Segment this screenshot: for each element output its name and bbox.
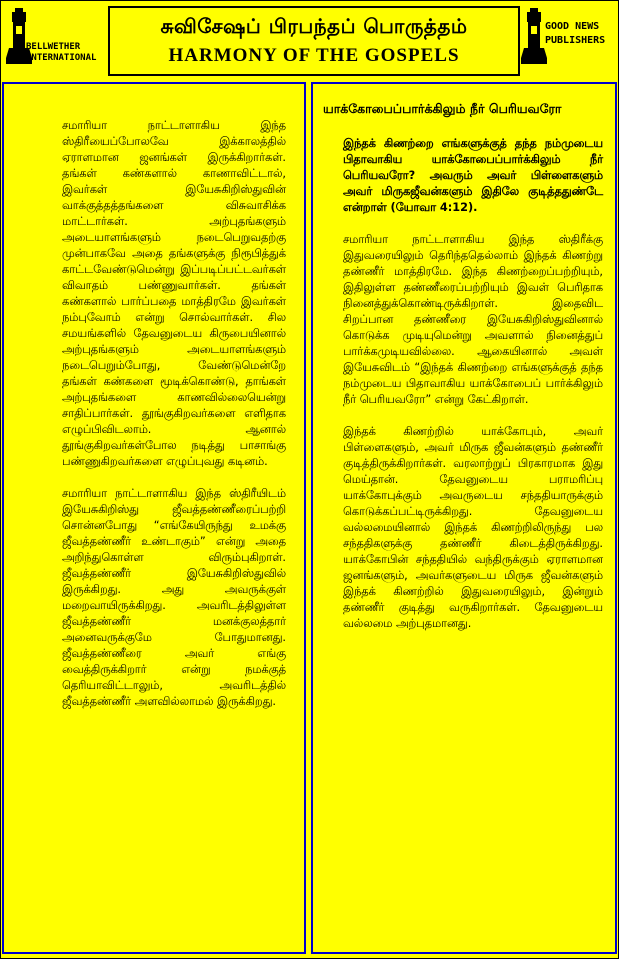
right-column <box>311 82 617 954</box>
logo-right-line-2: PUBLISHERS <box>545 35 606 46</box>
title-english: HARMONY OF THE GOSPELS <box>168 45 460 66</box>
logo-left-line-1: BELLWETHER <box>26 42 81 52</box>
good-news-logo-text <box>545 20 605 48</box>
title-box <box>108 6 520 76</box>
title-tamil: சுவிசேஷப் பிரபந்தப் பொருத்தம் <box>160 14 468 38</box>
section-heading: யாக்கோபைப்பார்க்கிலும் நீர் பெரியவரோ <box>323 101 562 116</box>
bell-tower-icon <box>6 6 102 76</box>
left-paragraph-1: சமாரியா நாட்டாளாகிய இந்த ஸ்திரீயைப்போலவே இக்காலத்தில் ஏராளமான ஜனங்கள் இருக்கிறார்கள். தங்கள் கண்களால் காணாவிட்டால், இவர்கள் இயேசுகிறிஸ்துவின் வாக்குத்தத்தங்களை விசுவாசிக்க மாட்டார்கள். அற்புதங்களும் அடையாளங்களும் நடைபெறுவதற்கு முன்பாகவே அதை தங்களுக்கு நிரூபித்துக் காட்டவேண்டுமென்று இப்படிப்பட்டவர்கள் விவாதம் பண்ணுவார்கள். தங்கள் கண்களால் பார்ப்பதை மாத்திரமே இவர்கள் நம்புவோம் என்று சொல்வார்கள். சில சமயங்களில் தேவனுடைய கிருபையினால் அற்புதங்களும் அடையாளங்களும் நடைபெறும்போது, வேண்டுமென்றே தங்கள் கண்களை மூடிக்கொண்டு, தாங்கள் அற்புதங்களை காணவில்லையென்று சாதிப்பார்கள். தூங்குகிறவர்களை எளிதாக எழுப்பிவிடலாம். ஆனால் தூங்குகிறவர்கள்போல நடித்து பாசாங்கு பண்ணுகிறவர்களை எழுப்புவது கடினம். <box>62 119 286 468</box>
logo-right-line-1: GOOD NEWS <box>545 21 600 32</box>
right-paragraph-2: இந்தக் கிணற்றில் யாக்கோபும், அவர் பிள்ளைகளும், அவர் மிருக ஜீவன்களும் தண்ணீர் குடித்திருக்கிறார்கள். வரலாற்றுப் பிரகாரமாக இது மெய்தான். தேவனுடைய பராமரிப்பு யாக்கோபுக்கும் அவருடைய சந்ததியாருக்கும் கொடுக்கப்பட்டிருக்கிறது. தேவனுடைய வல்லமையினால் இந்தக் கிணற்றிலிருந்து பல சந்ததிகளுக்கு தண்ணீர் கிடைத்திருக்கிறது. யாக்கோபின் சந்ததியில் வந்திருக்கும் ஏராளமான ஜனங்களும், அவர்களுடைய மிருக ஜீவன்களும் இந்தக் கிணற்றில் இதுவரையிலும், இன்றும் தண்ணீர் குடித்து வருகிறார்கள். தேவனுடைய வல்லமை அற்புதமானது. <box>343 425 603 630</box>
right-paragraph-1: சமாரியா நாட்டாளாகிய இந்த ஸ்திரீக்கு இதுவரையிலும் தெரிந்ததெல்லாம் இந்தக் கிணற்று தண்ணீர் மாத்திரமே. இந்த கிணற்றைப்பற்றியும், இதிலுள்ள தண்ணீரைப்பற்றியும் இவள் பெரிதாக நினைத்துக்கொண்டிருக்கிறாள். இதைவிட சிறப்பான தண்ணீரை இயேசுகிறிஸ்துவினால் கொடுக்க முடியுமென்று அவளால் நினைத்துப் பார்க்கமுடியவில்லை. ஆகையினால் அவள் இயேசுவிடம் “இந்தக் கிணற்றை எங்களுக்குத் தந்த நம்முடைய பிதாவாகிய யாக்கோபைப் பார்க்கிலும் நீர் பெரியவரோ” என்று கேட்கிறாள். <box>343 233 603 406</box>
header <box>0 0 619 80</box>
left-column <box>2 82 306 954</box>
bellwether-logo <box>6 6 102 76</box>
logo-left-line-2: INTERNATIONAL <box>26 53 97 63</box>
good-news-logo <box>521 6 613 76</box>
bellwether-logo-text <box>26 42 96 64</box>
scripture-verse: இந்தக் கிணற்றை எங்களுக்குத் தந்த நம்முடைய பிதாவாகிய யாக்கோபைப்பார்க்கிலும் நீர் பெரியவரோ? அவரும் அவர் பிள்ளைகளும் அவர் மிருகஜீவன்களும் இதிலே குடித்ததுண்டே என்றாள் (யோவா 4:12). <box>343 137 603 214</box>
left-paragraph-2: சமாரியா நாட்டாளாகிய இந்த ஸ்திரீயிடம் இயேசுகிறிஸ்து ஜீவத்தண்ணீரைப்பற்றி சொன்னபோது “எங்கேயிருந்து உமக்கு ஜீவத்தண்ணீர் உண்டாகும்” என்று அதை அறிந்துகொள்ள விரும்புகிறாள். ஜீவத்தண்ணீர் இயேசுகிறிஸ்துவில் இருக்கிறது. அது அவருக்குள் மறைவாயிருக்கிறது. அவரிடத்திலுள்ள ஜீவத்தண்ணீர் மனக்குலத்தார் அனைவருக்குமே போதுமானது. ஜீவத்தண்ணீரை அவர் எங்கு வைத்திருக்கிறார் என்று நமக்குத் தெரியாவிட்டாலும், அவரிடத்தில் ஜீவத்தண்ணீர் அளவில்லாமல் இருக்கிறது. <box>62 487 286 708</box>
